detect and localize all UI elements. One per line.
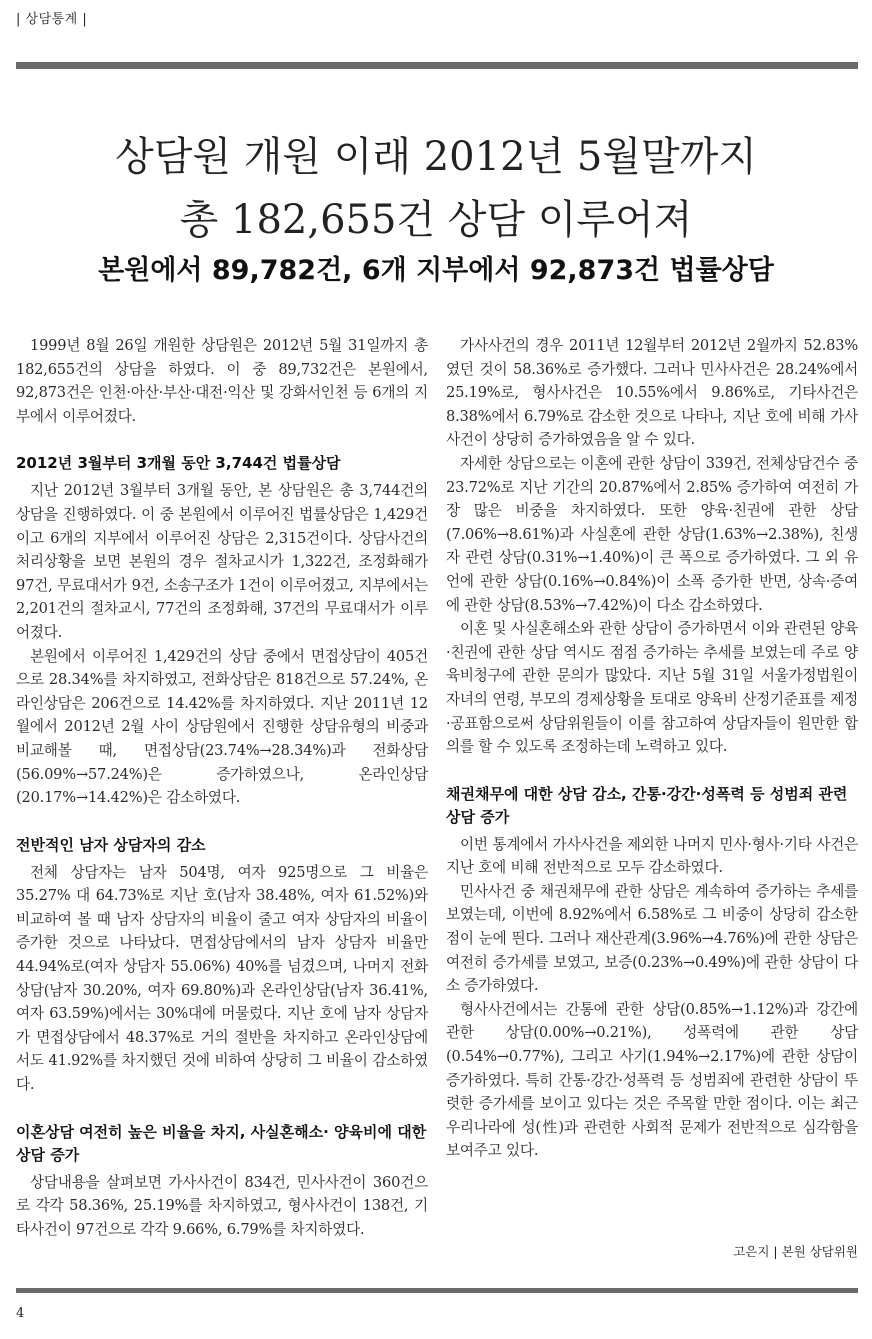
right-column bbox=[446, 334, 858, 1163]
section-heading: 전반적인 남자 상담자의 감소 bbox=[16, 835, 206, 854]
headline-line-1: 상담원 개원 이래 2012년 5월말까지 bbox=[115, 134, 757, 180]
body-paragraph: 자세한 상담으로는 이혼에 관한 상담이 339건, 전체상담건수 중 23.72%로 지난 기간의 20.87%에서 2.85% 증가하여 여전히 가장 많은 비중을 차지하였다. 또한 양육·친권에 관한 상담(7.06%→8.61%)과 사실혼에 관한 상담(1.63%→2.38%), 친생자 관련 상담(0.31%→1.40%)이 큰 폭으로 증가하였다. 그 외 유언에 관한 상담(0.16%→0.84%)이 소폭 증가한 반면, 상속·증여에 관한 상담(8.53%→7.42%)이 다소 감소하였다. bbox=[446, 454, 858, 614]
body-paragraph: 지난 2012년 3월부터 3개월 동안, 본 상담원은 총 3,744건의 상담을 진행하였다. 이 중 본원에서 이루어진 법률상담은 1,429건이고 6개의 지부에서 이루어진 상담은 2,315건이다. 상담사건의 처리상황을 보면 본원의 경우 절차교시가 1,322건, 조정화해가 97건, 무료대서가 9건, 소송구조가 1건이 이루어졌고, 지부에서는 2,201건의 절차교시, 77건의 조정화해, 37건의 무료대서가 이루어졌다. bbox=[16, 482, 428, 641]
author-byline: 고은지 | 본원 상담위원 bbox=[733, 1244, 858, 1259]
headline-line-2: 총 182,655건 상담 이루어져 bbox=[179, 197, 693, 243]
body-paragraph: 가사사건의 경우 2011년 12월부터 2012년 2월까지 52.83%였던 것이 58.36%로 증가했다. 그러나 민사사건은 28.24%에서 25.19%로, 형사사건은 10.55%에서 9.86%로, 기타사건은 8.38%에서 6.79%로 감소한 것으로 나타나, 지난 호에 비해 가사사건이 상당히 증가하였음을 알 수 있다. bbox=[446, 337, 858, 449]
body-paragraph: 전체 상담자는 남자 504명, 여자 925명으로 그 비율은 35.27% 대 64.73%로 지난 호(남자 38.48%, 여자 61.52%)와 비교하여 볼 때 남자 상담자의 비율이 줄고 여자 상담자의 비율이 증가한 것으로 나타났다. 면접상담에서의 남자 상담자 비율만 44.94%로(여자 상담자 55.06%) 40%를 넘겼으며, 나머지 전화상담(남자 30.20%, 여자 69.80%)과 온라인상담(남자 36.41%, 여자 63.59%)에서는 30%대에 머물렀다. 지난 호에 남자 상담자가 면접상담에서 48.37%로 거의 절반을 차지하고 온라인상담에서도 41.92%를 차지했던 것에 비하여 상당히 그 비율이 감소하였다. bbox=[16, 863, 428, 1094]
headline-subtitle: 본원에서 89,782건, 6개 지부에서 92,873건 법률상담 bbox=[98, 255, 774, 286]
body-paragraph: 이혼 및 사실혼해소와 관한 상담이 증가하면서 이와 관련된 양육·친권에 관한 상담 역시도 점점 증가하는 추세를 보였는데 주로 양육비청구에 관한 문의가 많았다. 지난 5월 31일 서울가정법원이 자녀의 연령, 부모의 경제상황을 토대로 양육비 산정기준표를 제정·공표함으로써 상담위원들이 이를 참고하여 상담자들이 원만한 합의를 할 수 있도록 조정하는데 노력하고 있다. bbox=[446, 620, 858, 756]
body-paragraph: 본원에서 이루어진 1,429건의 상담 중에서 면접상담이 405건으로 28.34%를 차지하였고, 전화상담은 818건으로 57.24%, 온라인상담은 206건으로 14.42%를 차지하였다. 지난 2011년 12월에서 2012년 2월 사이 상담원에서 진행한 상담유형의 비중과 비교해볼 때, 면접상담(23.74%→28.34%)과 전화상담(56.09%→57.24%)은 증가하였으나, 온라인상담(20.17%→14.42%)은 감소하였다. bbox=[16, 647, 428, 807]
section-heading: 채권채무에 대한 상담 감소, 간통·강간·성폭력 등 성범죄 관련 상담 증가 bbox=[446, 784, 848, 826]
body-paragraph: 상담내용을 살펴보면 가사사건이 834건, 민사사건이 360건으로 각각 58.36%, 25.19%를 차지하였고, 형사사건이 138건, 기타사건이 97건으로 각각 9.66%, 6.79%를 차지하였다. bbox=[16, 1173, 428, 1238]
body-paragraph: 이번 통계에서 가사사건을 제외한 나머지 민사·형사·기타 사건은 지난 호에 비해 전반적으로 모두 감소하였다. bbox=[446, 835, 858, 877]
bottom-divider bbox=[16, 1288, 858, 1293]
body-paragraph: 민사사건 중 채권채무에 관한 상담은 계속하여 증가하는 추세를 보였는데, 이번에 8.92%에서 6.58%로 그 비중이 상당히 감소한 점이 눈에 띈다. 그러나 재산관계(3.96%→4.76%)에 관한 상담은 여전히 증가세를 보였고, 보증(0.23%→0.49%)에 관한 상담이 다소 증가하였다. bbox=[446, 882, 858, 995]
body-paragraph: 형사사건에서는 간통에 관한 상담(0.85%→1.12%)과 강간에 관한 상담(0.00%→0.21%), 성폭력에 관한 상담(0.54%→0.77%), 그리고 사기(1.94%→2.17%)에 관한 상담이 증가하였다. 특히 간통·강간·성폭력 등 성범죄에 관련한 상담이 뚜렷한 증가세를 보이고 있다는 것은 주목할 만한 점이다. 이는 최근 우리나라에 성(性)과 관련한 사회적 문제가 전반적으로 심각함을 보여주고 있다. bbox=[446, 1000, 858, 1160]
page-number: 4 bbox=[16, 1306, 25, 1321]
left-column bbox=[16, 334, 428, 1241]
top-divider bbox=[16, 62, 858, 69]
section-heading: 이혼상담 여전히 높은 비율을 차지, 사실혼해소· 양육비에 대한 상담 증가 bbox=[16, 1122, 427, 1164]
section-label: | 상담통계 | bbox=[16, 12, 88, 27]
intro-paragraph: 1999년 8월 26일 개원한 상담원은 2012년 5월 31일까지 총 182,655건의 상담을 하였다. 이 중 89,732건은 본원에서, 92,873건은 인천·아산·부산·대전·익산 및 강화서인천 등 6개의 지부에서 이루어졌다. bbox=[16, 337, 428, 425]
section-heading: 2012년 3월부터 3개월 동안 3,744건 법률상담 bbox=[16, 454, 341, 473]
